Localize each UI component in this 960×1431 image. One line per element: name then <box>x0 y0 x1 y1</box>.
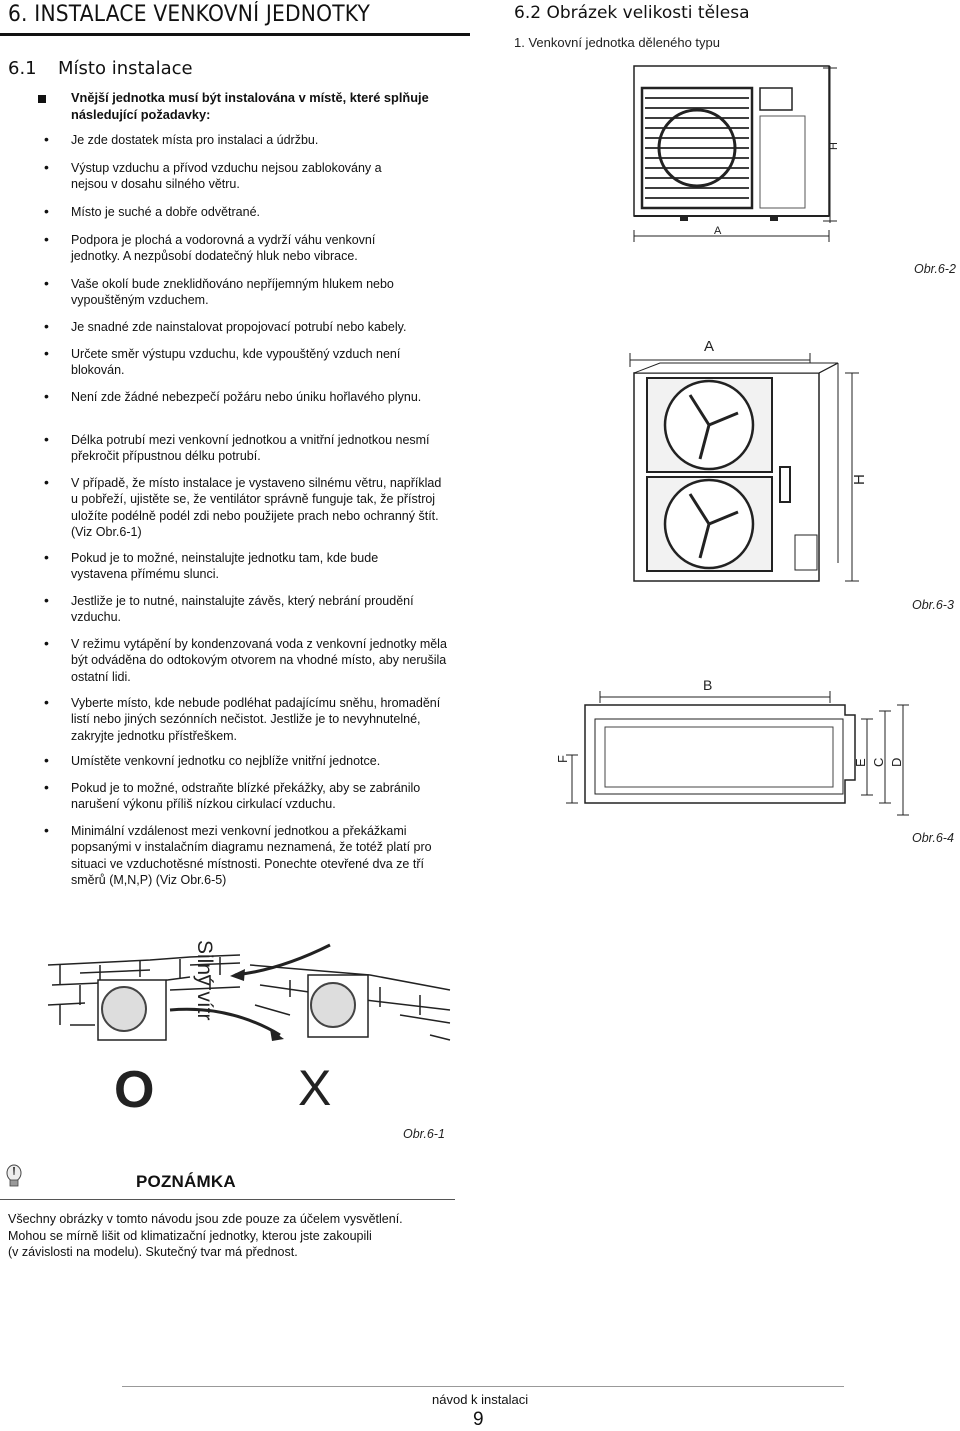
figure-caption-6-3: Obr.6-3 <box>912 598 954 612</box>
outdoor-unit-front-figure <box>620 58 950 243</box>
footer-divider <box>122 1386 844 1387</box>
dim-label-f: F <box>555 755 570 763</box>
bullet-icon: • <box>44 159 49 175</box>
bullet-icon: • <box>44 822 49 838</box>
dim-label-e: E <box>853 758 868 767</box>
section-number: 6.1 <box>8 58 37 79</box>
list-item: V případě, že místo instalace je vystaveno silnému větru, například u pobřeží, ujistěte se, že ventilátor správně funguje tak, že přístroj uložíte podélně podél zdi nebo použijete prach nebo ochranný štít.(Viz Obr.6-1) <box>71 476 442 539</box>
dim-label-a: A <box>714 225 722 237</box>
bullet-icon: • <box>44 474 49 490</box>
section-title: Místo instalace <box>58 58 193 79</box>
chapter-title: 6. INSTALACE VENKOVNÍ JEDNOTKY <box>8 2 371 27</box>
bullet-icon: • <box>44 345 49 361</box>
bullet-icon: • <box>44 231 49 247</box>
dim-label-h: H <box>851 474 868 485</box>
bullet-icon: • <box>44 203 49 219</box>
list-item: Je snadné zde nainstalovat propojovací potrubí nebo kabely. <box>71 320 407 334</box>
list-item: Vaše okolí bude zneklidňováno nepříjemným hlukem nebo vypouštěným vzduchem. <box>71 277 394 308</box>
list-item: Místo je suché a dobře odvětrané. <box>71 205 261 219</box>
bullet-icon: • <box>44 779 49 795</box>
list-item: Vyberte místo, kde nebude podléhat padajícímu sněhu, hromadění listí nebo jiných sezónních nečistot. Jestliže je to nevyhnutelné, zakryjte jednotku přístřeškem. <box>71 696 441 743</box>
list-item: Minimální vzdálenost mezi venkovní jednotkou a překážkami popsanými v instalačním diagramu neznamená, že totéž platí pro situaci ve vzduchotěsné místnosti. Ponechte otevřené dva ze tří směrů (M,N,P) (Viz Obr.6-5) <box>71 824 432 887</box>
footer-label: návod k instalaci <box>432 1392 529 1407</box>
bullet-icon: • <box>44 431 49 447</box>
figure-subheading: 1. Venkovní jednotka děleného typu <box>514 35 720 50</box>
list-item: Pokud je to možné, neinstalujte jednotku tam, kde bude vystavena přímému slunci. <box>71 551 379 582</box>
list-item: Výstup vzduchu a přívod vzduchu nejsou zablokovány a nejsou v dosahu silného větru. <box>71 161 382 192</box>
note-divider <box>0 1199 455 1200</box>
chapter-rule <box>0 33 470 36</box>
bullet-icon: • <box>44 318 49 334</box>
dim-label-d: D <box>889 757 904 767</box>
outdoor-unit-dual-fan-figure <box>620 335 870 585</box>
figure-caption-6-2: Obr.6-2 <box>914 262 956 276</box>
square-bullet-icon <box>38 95 46 103</box>
dim-label-b: B <box>703 677 713 693</box>
list-item: Délka potrubí mezi venkovní jednotkou a vnitřní jednotkou nesmí překročit přípustnou délku potrubí. <box>71 433 430 464</box>
dim-label-h: H <box>828 142 840 150</box>
bullet-icon: • <box>44 752 49 768</box>
strong-wind-figure <box>40 935 460 1115</box>
figure-caption-6-1: Obr.6-1 <box>403 1127 445 1141</box>
section-heading <box>8 58 193 79</box>
list-item: V režimu vytápění by kondenzovaná voda z venkovní jednotky měla být odváděna do odtokovým otvorem na vhodné místo, aby nerušila ostatní lidi. <box>71 637 447 684</box>
list-item: Pokud je to možné, odstraňte blízké překážky, aby se zabránilo narušení výkonu příliš nízkou cirkulací vzduchu. <box>71 781 421 812</box>
list-item: Podpora je plochá a vodorovná a vydrží váhu venkovní jednotky. A nezpůsobí dodatečný hluk nebo vibrace. <box>71 233 376 264</box>
bullet-icon: • <box>44 694 49 710</box>
dim-label-c: C <box>871 757 886 767</box>
bullet-icon: • <box>44 549 49 565</box>
list-item: Určete směr výstupu vzduchu, kde vypouštěný vzduch není blokován. <box>71 347 401 378</box>
bullet-icon: • <box>44 131 49 147</box>
note-line: (v závislosti na modelu). Skutečný tvar má přednost. <box>8 1245 298 1259</box>
note-text <box>8 1211 458 1261</box>
page-number: 9 <box>473 1409 484 1430</box>
list-item: Jestliže je to nutné, nainstalujte závěs, který nebrání proudění vzduchu. <box>71 594 414 625</box>
list-item: Umístěte venkovní jednotku co nejblíže vnitřní jednotce. <box>71 754 381 768</box>
note-line: Mohou se mírně lišit od klimatizační jednotky, kterou jste zakoupili <box>8 1228 372 1243</box>
correct-mark: O <box>114 1061 155 1115</box>
bullet-icon: • <box>44 635 49 651</box>
wind-label: Silný vítr <box>193 940 216 1021</box>
note-line: Všechny obrázky v tomto návodu jsou zde pouze za účelem vysvětlení. <box>8 1212 403 1226</box>
bullet-icon: • <box>44 388 49 404</box>
outdoor-unit-top-view-figure <box>555 675 910 825</box>
incorrect-mark: X <box>298 1060 332 1115</box>
lead-requirement: Vnější jednotka musí být instalována v místě, které splňuje následující požadavky: <box>71 90 429 122</box>
bullet-icon: • <box>44 275 49 291</box>
note-title: POZNÁMKA <box>136 1172 236 1191</box>
figure-section-heading: 6.2 Obrázek velikosti tělesa <box>514 3 750 23</box>
list-item: Je zde dostatek místa pro instalaci a údržbu. <box>71 133 319 147</box>
figure-caption-6-4: Obr.6-4 <box>912 831 954 845</box>
dim-label-a: A <box>704 338 715 355</box>
bullet-icon: • <box>44 592 49 608</box>
list-item: Není zde žádné nebezpečí požáru nebo úniku hořlavého plynu. <box>71 390 422 404</box>
lightbulb-icon <box>6 1164 22 1190</box>
